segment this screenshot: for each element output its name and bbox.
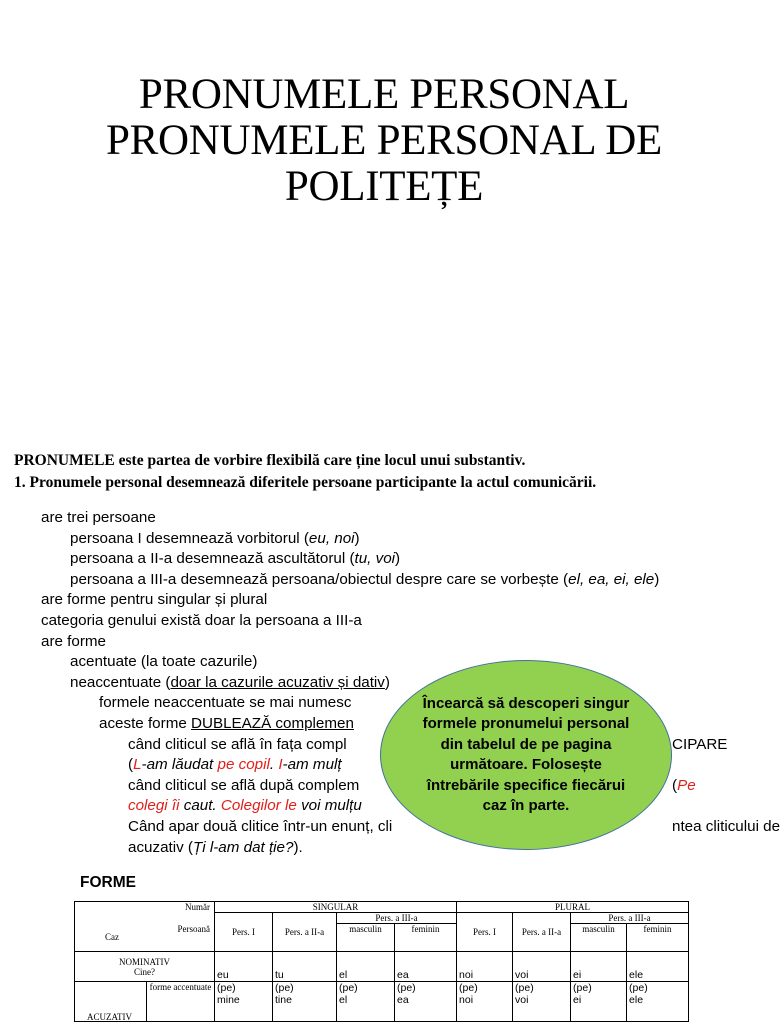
- example: -am mulț: [282, 756, 342, 774]
- bullet-singular-plural: • are forme pentru singular și plural: [0, 590, 768, 611]
- title-line-2: PRONUMELE PERSONAL DE: [106, 117, 662, 164]
- example: tu, voi: [354, 550, 396, 568]
- header-numar: Număr: [185, 902, 210, 912]
- highlight: Pe: [677, 776, 696, 794]
- example: -am lăudat: [141, 756, 218, 774]
- table-row: [75, 982, 689, 1022]
- table-cell: voi: [513, 952, 571, 982]
- cell-form: ei: [573, 994, 582, 1006]
- text: (: [128, 756, 134, 774]
- page-title: [0, 72, 768, 210]
- cell-form: ea: [397, 994, 409, 1006]
- table-cell: ei: [571, 952, 627, 982]
- header-singular: SINGULAR: [215, 902, 457, 913]
- header-sg-pers1: Pers. I: [215, 913, 273, 952]
- table-cell: [457, 982, 513, 1022]
- table-cell: el: [337, 952, 395, 982]
- text: ): [654, 570, 660, 588]
- example: voi mulțu: [296, 797, 362, 815]
- cell-prep: (pe): [459, 982, 478, 994]
- text: acuzativ (: [128, 838, 193, 856]
- header-sg-masculin: masculin: [337, 924, 395, 952]
- text: persoana I desemnează vorbitorul (: [70, 529, 309, 547]
- table-cell: [571, 982, 627, 1022]
- text: ).: [293, 838, 303, 856]
- bullet-doua-clitice: [0, 817, 780, 838]
- hint-text: Încearcă să descoperi singur formele pronumelui personal din tabelul de pe pagina următoare. Folosește întrebările specifice fiecărui caz în parte.: [422, 694, 630, 814]
- table-cell: [395, 982, 457, 1022]
- header-pl-masculin: masculin: [571, 924, 627, 952]
- header-pl-pers2: Pers. a II-a: [513, 913, 571, 952]
- table-cell: ele: [627, 952, 689, 982]
- table-cell: noi: [457, 952, 513, 982]
- text: neaccentuate (: [70, 673, 171, 691]
- table-cell: [627, 982, 689, 1022]
- text: persoana a III-a desemnează persoana/obiectul despre care se vorbește (: [70, 570, 569, 588]
- case-name: NOMINATIV: [119, 956, 170, 967]
- header-sg-pers3: Pers. a III-a: [337, 913, 457, 924]
- text: ): [384, 673, 390, 691]
- text: când cliticul se află după complem: [128, 776, 360, 794]
- intro-definition: [14, 450, 764, 494]
- bullet-gen: • categoria genului există doar la persoana a III-a: [0, 611, 768, 632]
- bullet-persoana-1: [0, 529, 768, 550]
- cell-prep: (pe): [515, 982, 534, 994]
- text: (: [672, 776, 678, 794]
- bullet-list: [0, 508, 780, 858]
- header-sg-pers2: Pers. a II-a: [273, 913, 337, 952]
- highlight: I: [278, 756, 283, 774]
- pronoun-forms-table: [74, 901, 689, 1022]
- intro-line-2: 1. Pronumele personal desemnează diferitele persoane participante la actul comunicării.: [14, 474, 597, 491]
- highlight: L: [133, 756, 142, 774]
- text: persoana a II-a desemnează ascultătorul (: [70, 550, 355, 568]
- bullet-persoana-2: [0, 549, 768, 570]
- table-cell: [513, 982, 571, 1022]
- header-pl-pers1: Pers. I: [457, 913, 513, 952]
- bullet-forme: • are forme: [0, 632, 768, 653]
- header-persoana: Persoană: [177, 924, 210, 934]
- example: .: [269, 756, 279, 774]
- header-sg-feminin: feminin: [395, 924, 457, 952]
- header-pl-pers3: Pers. a III-a: [571, 913, 689, 924]
- header-caz: Caz: [105, 932, 119, 942]
- cell-prep: (pe): [573, 982, 592, 994]
- cell-prep: (pe): [217, 982, 236, 994]
- text: când cliticul se află în fața compl: [128, 735, 347, 753]
- intro-line-1: PRONUMELE este partea de vorbire flexibilă care ține locul unui substantiv.: [14, 452, 526, 469]
- cell-form: voi: [515, 994, 529, 1006]
- example: Ți l-am dat ție?: [193, 838, 294, 856]
- text: ): [395, 550, 401, 568]
- text-right: ntea cliticului de: [672, 817, 780, 835]
- example: caut.: [179, 797, 221, 815]
- highlight: pe copil: [217, 756, 270, 774]
- table-cell: [273, 982, 337, 1022]
- table-cell: tu: [273, 952, 337, 982]
- example-doua-clitice: [0, 838, 768, 859]
- example: el, ea, ei, ele: [568, 570, 655, 588]
- cell-prep: (pe): [275, 982, 294, 994]
- hint-callout: [380, 660, 672, 850]
- text-right: [672, 776, 696, 797]
- cell-prep: (pe): [629, 982, 648, 994]
- table-cell: ea: [395, 952, 457, 982]
- row-label-nominativ: [75, 952, 215, 982]
- table-cell: eu: [215, 952, 273, 982]
- bullet-persoana-3: [0, 570, 768, 591]
- example: eu, noi: [308, 529, 355, 547]
- highlight: colegi îi: [128, 797, 180, 815]
- cell-form: mine: [217, 994, 240, 1006]
- case-name: ACUZATIV: [87, 1012, 132, 1022]
- bullet-neaccentuate: [0, 673, 768, 694]
- header-corner: [75, 902, 215, 952]
- table-row: [75, 952, 689, 982]
- cell-form: ele: [629, 994, 644, 1006]
- text-right: CIPARE: [672, 735, 728, 753]
- text: aceste forme: [99, 714, 192, 732]
- text: Când apar două clitice într-un enunț, cli: [128, 817, 393, 835]
- highlight: Colegilor le: [220, 797, 297, 815]
- bullet-trei-persoane: • are trei persoane: [0, 508, 768, 529]
- case-question: Cine?: [134, 966, 155, 977]
- bullet-clitice: • formele neaccentuate se mai numesc: [0, 693, 768, 714]
- forme-heading: FORME: [80, 874, 136, 891]
- title-line-3: POLITEȚE: [284, 163, 484, 210]
- cell-prep: (pe): [397, 982, 416, 994]
- row-label-forme-accentuate: forme accentuate: [147, 982, 215, 1022]
- row-label-acuzativ: [75, 982, 147, 1022]
- cell-form: el: [339, 994, 348, 1006]
- underlined-text: doar la cazurile acuzativ și dativ: [170, 673, 385, 691]
- bullet-acentuate: • acentuate (la toate cazurile): [0, 652, 768, 673]
- underlined-text: DUBLEAZĂ complemen: [191, 714, 354, 732]
- cell-prep: (pe): [339, 982, 358, 994]
- table-cell: [215, 982, 273, 1022]
- cell-form: tine: [275, 994, 292, 1006]
- header-plural: PLURAL: [457, 902, 689, 913]
- table-cell: [337, 982, 395, 1022]
- title-line-1: PRONUMELE PERSONAL: [138, 71, 630, 118]
- cell-form: noi: [459, 994, 474, 1006]
- header-pl-feminin: feminin: [627, 924, 689, 952]
- text: ): [354, 529, 360, 547]
